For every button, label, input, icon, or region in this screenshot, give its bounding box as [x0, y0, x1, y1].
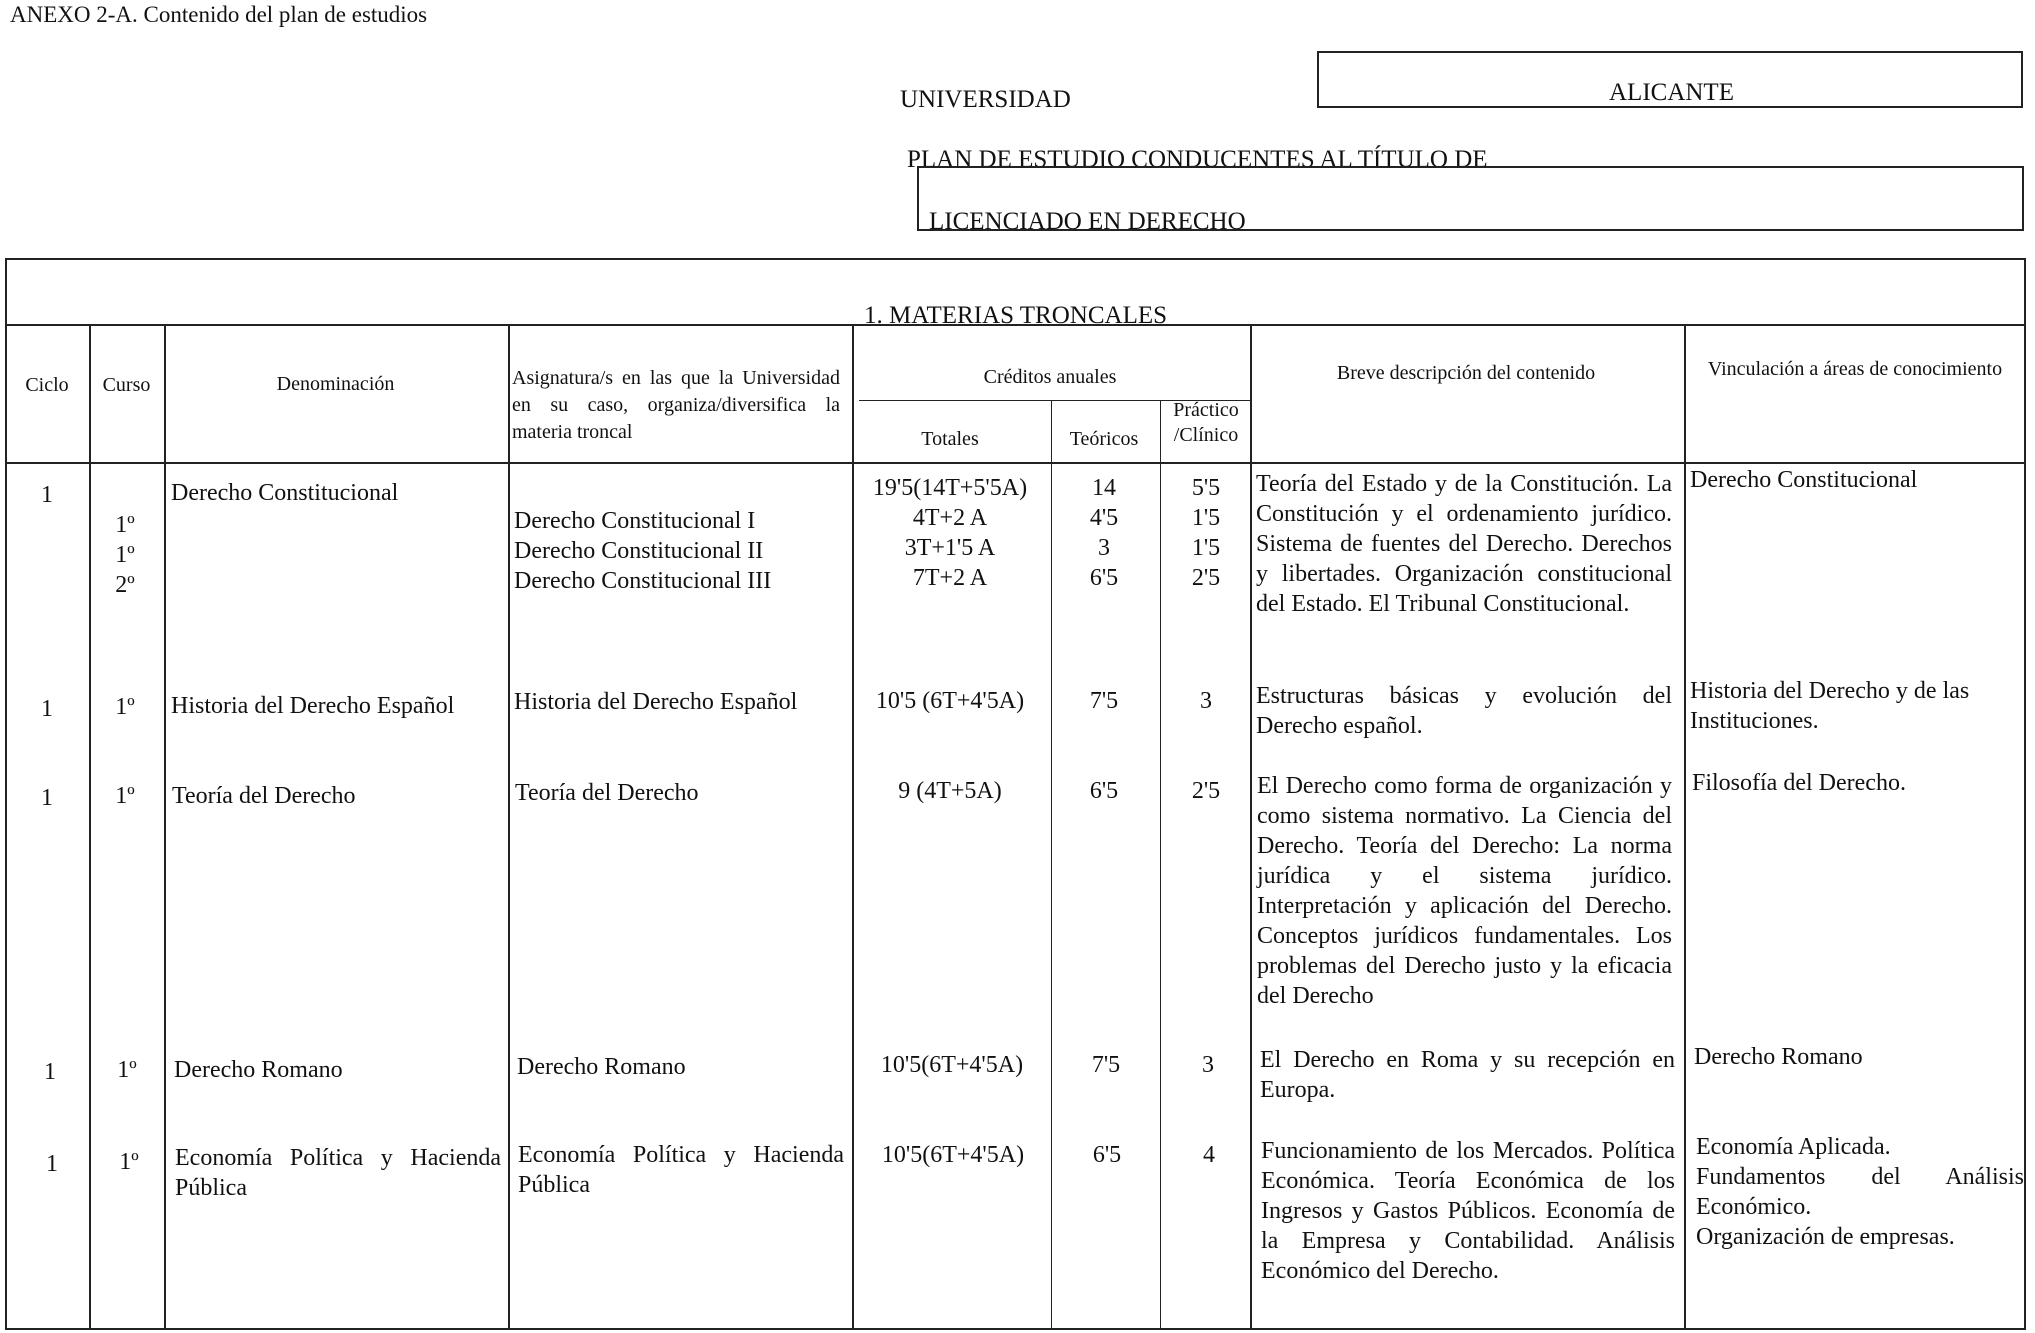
row-totales: 10'5(6T+4'5A)	[881, 1142, 1025, 1168]
row-descripcion: Funcionamiento de los Mercados. Política Económica. Teoría Económica de los Ingresos y Gastos Públicos. Economía de la Empresa y Contabilidad. Análisis Económico del Derecho.	[1261, 1138, 1675, 1284]
header-practico: Práctico /Clínico	[1173, 399, 1239, 446]
row-descripcion: El Derecho como forma de organización y como sistema normativo. La Ciencia del Derecho. Teoría del Derecho: La norma jurídica y el sistema jurídico. Interpretación y aplicación del Derecho. Conceptos jurídicos fundamentales. Los problemas del Derecho justo y la eficacia del Derecho	[1257, 773, 1672, 1009]
row-practicos: 2'5	[1191, 778, 1221, 804]
row-vinculacion: Economía Aplicada. Fundamentos del Análisis Económico. Organización de empresas.	[1696, 1134, 2024, 1250]
row-teoricos: 14 4'5 3 6'5	[1089, 475, 1119, 591]
row-denominacion: Derecho Romano	[174, 1057, 343, 1083]
header-descripcion: Breve descripción del contenido	[1336, 362, 1596, 384]
header-curso: Curso	[102, 374, 151, 396]
degree-box	[917, 166, 2024, 235]
row-vinculacion: Derecho Constitucional	[1690, 467, 1918, 493]
degree-value: LICENCIADO EN DERECHO	[929, 208, 1246, 235]
row-totales: 9 (4T+5A)	[898, 778, 1002, 804]
plan-label: PLAN DE ESTUDIO CONDUCENTES AL TÍTULO DE	[907, 146, 1488, 173]
row-teoricos: 7'5	[1089, 688, 1119, 714]
header-totales: Totales	[921, 428, 979, 450]
row-totales: 10'5(6T+4'5A)	[880, 1052, 1024, 1078]
annex-title: ANEXO 2-A. Contenido del plan de estudios	[10, 2, 428, 27]
row-practicos: 3	[1200, 688, 1212, 714]
row-vinculacion: Filosofía del Derecho.	[1692, 770, 1906, 796]
row-denominacion: Historia del Derecho Español	[171, 693, 455, 719]
row-asignatura: Derecho Romano	[517, 1054, 686, 1080]
row-totales: 10'5 (6T+4'5A)	[875, 688, 1025, 714]
row-descripcion: Estructuras básicas y evolución del Derecho español.	[1256, 683, 1672, 739]
row-asignatura: Historia del Derecho Español	[514, 689, 798, 715]
section-title: 1. MATERIAS TRONCALES	[863, 302, 1168, 329]
row-curso: 1º	[119, 1149, 139, 1175]
header-asignaturas: Asignatura/s en las que la Universidad en su caso, organiza/diversifica la materia troncal	[512, 367, 840, 443]
row-cursos: 1º 1º 2º	[115, 512, 135, 598]
row-curso: 1º	[115, 694, 135, 720]
row-descripcion: Teoría del Estado y de la Constitución. La Constitución y el ordenamiento jurídico. Sistema de fuentes del Derecho. Derechos y libertades. Organización constitucional del Estado. El Tribunal Constitucional.	[1256, 471, 1672, 617]
row-ciclo: 1	[41, 482, 53, 508]
row-practicos: 3	[1202, 1052, 1214, 1078]
row-practicos: 4	[1203, 1142, 1215, 1168]
row-ciclo: 1	[46, 1151, 58, 1177]
row-descripcion: El Derecho en Roma y su recepción en Europa.	[1260, 1047, 1675, 1103]
col-divider-curso	[89, 324, 91, 1330]
row-vinculacion: Historia del Derecho y de las Instituciones.	[1690, 678, 1970, 734]
row-vinculacion: Derecho Romano	[1694, 1044, 1863, 1070]
row-teoricos: 6'5	[1092, 1142, 1122, 1168]
header-creditos: Créditos anuales	[983, 366, 1117, 388]
row-asignatura: Teoría del Derecho	[515, 780, 699, 806]
col-divider-denominacion	[164, 324, 166, 1330]
row-ciclo: 1	[41, 696, 53, 722]
header-denominacion: Denominación	[276, 373, 395, 395]
header-divider	[7, 462, 2024, 464]
header-ciclo: Ciclo	[25, 374, 69, 396]
row-denominacion: Derecho Constitucional	[171, 480, 399, 506]
col-divider-vinculacion	[1684, 324, 1686, 1330]
row-teoricos: 7'5	[1091, 1052, 1121, 1078]
row-denominacion: Teoría del Derecho	[172, 783, 356, 809]
header-teoricos: Teóricos	[1069, 428, 1139, 450]
row-ciclo: 1	[41, 785, 53, 811]
university-value: ALICANTE	[1609, 79, 1734, 106]
row-denominacion: Economía Política y Hacienda Pública	[175, 1145, 501, 1201]
row-asignatura: Economía Política y Hacienda Pública	[518, 1142, 844, 1198]
row-totales: 19'5(14T+5'5A) 4T+2 A 3T+1'5 A 7T+2 A	[872, 475, 1028, 591]
header-vinculacion: Vinculación a áreas de conocimiento	[1707, 358, 2003, 380]
row-practicos: 5'5 1'5 1'5 2'5	[1191, 475, 1221, 591]
row-curso: 1º	[115, 783, 135, 809]
row-ciclo: 1	[44, 1059, 56, 1085]
university-label: UNIVERSIDAD	[900, 86, 1071, 113]
university-box	[1317, 51, 2023, 108]
row-asignaturas: Derecho Constitucional I Derecho Constitucional II Derecho Constitucional III	[514, 508, 772, 594]
col-divider-asignaturas	[508, 324, 510, 1330]
row-curso: 1º	[117, 1057, 137, 1083]
row-teoricos: 6'5	[1089, 778, 1119, 804]
